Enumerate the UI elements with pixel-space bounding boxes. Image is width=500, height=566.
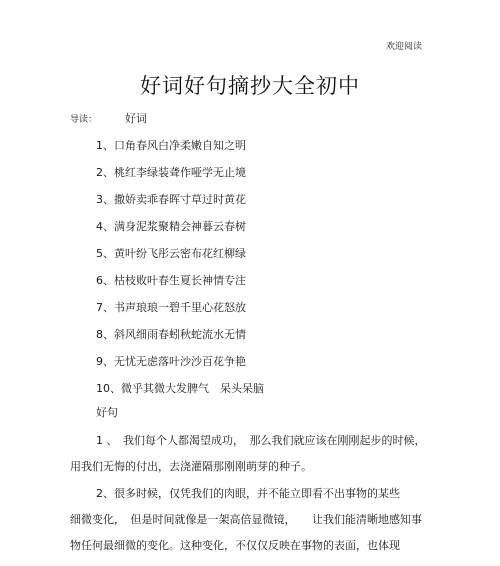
list-item	[96, 218, 264, 245]
list-item	[96, 245, 264, 272]
paragraph-line: 用我们无悔的付出，去浇灌隔那刚刚萌芽的种子。	[70, 460, 312, 473]
paragraph-line: 细微变化， 但是时间就像是一架高倍显微镜， 让我们能清晰地感知事	[70, 513, 422, 526]
list-item-number: 4	[96, 220, 103, 233]
guide-line	[70, 110, 147, 126]
list-item-text: 、书声琅琅一碧千里心花怒放	[103, 301, 246, 314]
list-item	[96, 353, 264, 380]
list-item-text: 、黄叶纷飞彤云密布花红柳绿	[103, 247, 246, 260]
header-note: 欢迎阅读	[385, 42, 422, 52]
list-item-number: 3	[96, 193, 103, 206]
list-item-number: 2	[96, 166, 103, 179]
list-item-text: 、桃红李绿装聋作哑学无止境	[103, 166, 246, 179]
list-item	[96, 164, 264, 191]
list-item-text: 、撒娇卖乖春晖寸草过时黄花	[103, 193, 246, 206]
list-item-number: 7	[96, 301, 103, 314]
word-list	[96, 137, 264, 407]
list-item-number: 10	[96, 382, 110, 395]
list-item-number: 5	[96, 247, 103, 260]
list-item-text: 、斜风细雨春蚓秋蛇流水无情	[103, 328, 246, 341]
page-title: 好词好句摘抄大全初中	[140, 74, 360, 98]
list-item-text: 、微乎其微大发脾气 呆头呆脑	[110, 382, 264, 395]
section-heading: 好句	[96, 406, 118, 419]
list-item-number: 8	[96, 328, 103, 341]
list-item-number: 9	[96, 355, 103, 368]
list-item	[96, 299, 264, 326]
guide-label: 导读：	[70, 115, 98, 125]
paragraph-line: 1 、 我们每个人都渴望成功， 那么我们就应该在刚刚起步的时候，	[96, 434, 426, 447]
guide-value: 好词	[125, 112, 148, 125]
sentence-paragraph-1	[70, 428, 430, 480]
list-item-text: 、口角春风白净柔嫩自知之明	[103, 139, 246, 152]
paragraph-line: 物任何最细微的变化。这种变化，不仅仅反映在事物的表面，也体现	[70, 539, 400, 552]
list-item-text: 、满身泥浆聚精会神暮云春树	[103, 220, 246, 233]
list-item	[96, 326, 264, 353]
list-item-text: 、枯枝败叶春生夏长神情专注	[103, 274, 246, 287]
list-item-number: 6	[96, 274, 103, 287]
list-item-number: 1	[96, 139, 103, 152]
sentence-paragraph-2	[70, 481, 430, 559]
list-item	[96, 272, 264, 299]
list-item-text: 、无忧无虑落叶沙沙百花争艳	[103, 355, 246, 368]
list-item	[96, 137, 264, 164]
paragraph-line: 2、很多时候，仅凭我们的肉眼，并不能立即看不出事物的某些	[96, 487, 400, 500]
list-item	[96, 380, 264, 407]
list-item	[96, 191, 264, 218]
